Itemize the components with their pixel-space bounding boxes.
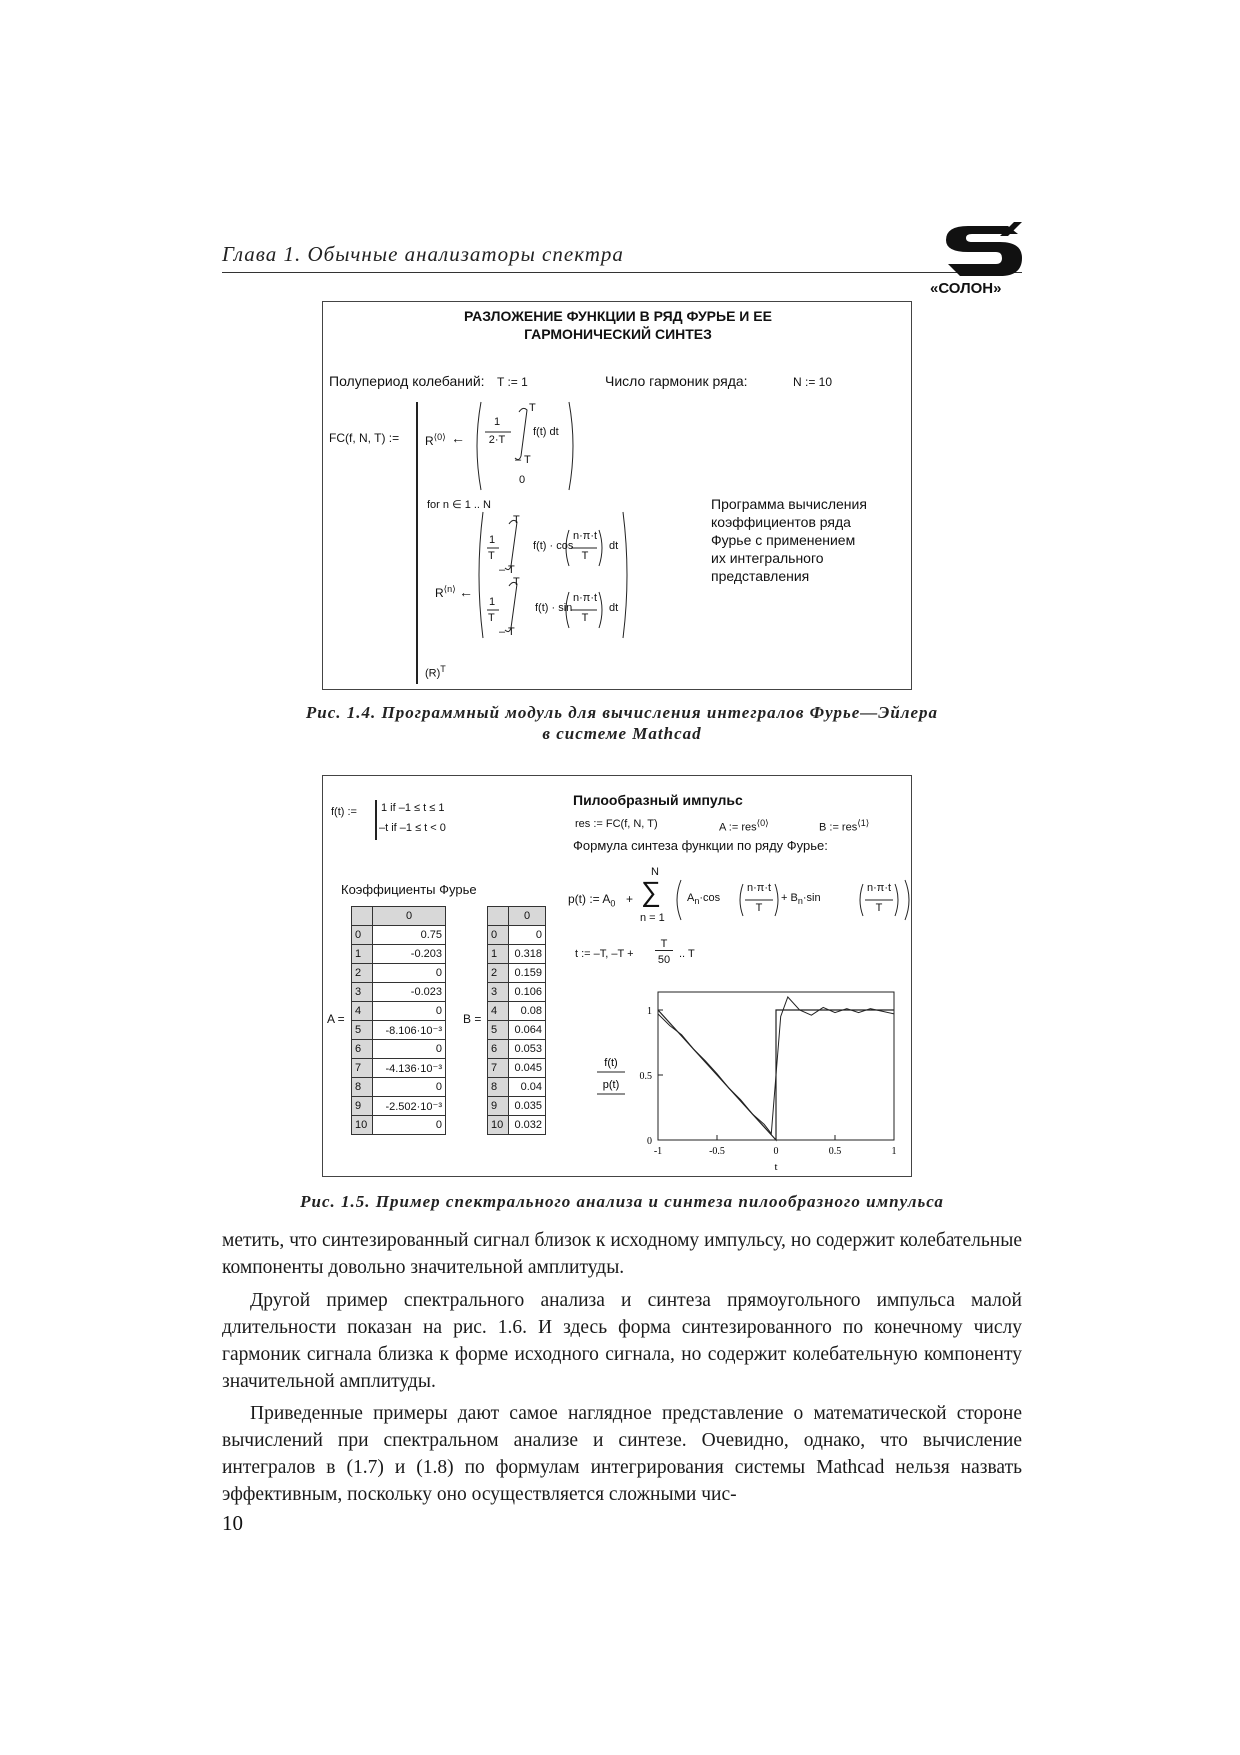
table-row: 5 0.064 xyxy=(488,1021,546,1040)
frac-one-sin: 1 xyxy=(489,596,496,608)
figure-1-5 xyxy=(322,775,912,1177)
int-upper-0: T xyxy=(529,402,536,414)
r0-label: $R^{⟨0⟩}$ xyxy=(425,432,446,448)
rn-label: $R^{⟨n⟩}$ xyxy=(435,584,456,600)
rn-arrow: ← xyxy=(459,584,473,600)
int-lower-cos: – T xyxy=(499,564,515,576)
x-tick-label: -1 xyxy=(653,1146,663,1157)
y-axis-label-top: f(t) xyxy=(604,1057,618,1069)
a-label: A = xyxy=(327,1012,345,1026)
logo-text: «СОЛОН» xyxy=(930,280,1002,297)
t-sin: T xyxy=(581,612,589,624)
b-label: B = xyxy=(463,1012,482,1026)
table-row: 1 -0.203 xyxy=(352,945,446,964)
sum-bottom: n = 1 xyxy=(640,912,665,924)
fourier-plot xyxy=(563,976,908,1172)
frac-2t: 2·T xyxy=(488,434,506,446)
table-row: 0 0.75 xyxy=(352,926,446,945)
table-row: 6 0 xyxy=(352,1040,446,1059)
sin-integrand: f(t) · sin xyxy=(535,602,573,614)
frac-t-cos: T xyxy=(488,550,495,562)
int-upper-sin: T xyxy=(513,576,520,588)
synth-label: Формула синтеза функции по ряду Фурье: xyxy=(573,838,828,853)
program-note: Программа вычисления коэффициентов ряда Фурье с применением их интегрального представления xyxy=(711,496,867,584)
f-case-bar xyxy=(375,800,377,840)
paragraph-1: метить, что синтезированный сигнал близок к исходному импульсу, но содержит колебательные компоненты довольно значительной амплитуды. xyxy=(222,1230,1022,1278)
t-range-frac-top: T xyxy=(655,938,673,951)
cos-integrand: f(t) · cos xyxy=(533,540,574,552)
program-bar xyxy=(416,402,418,684)
y-tick-label: 0.5 xyxy=(639,1071,652,1082)
table-row: 10 0 xyxy=(352,1116,446,1135)
table-row: 10 0.032 xyxy=(488,1116,546,1135)
figure-1-4 xyxy=(322,301,912,690)
res-def: res := FC(f, N, T) xyxy=(575,818,658,830)
integrand-0: f(t) dt xyxy=(533,426,559,438)
half-period-label: Полупериод колебаний: xyxy=(329,373,485,389)
b-table: 0 0 0 1 0.318 2 0.159 3 0.106 4 0.08 5 0.064 6 0.053 7 0.045 8 0.04 9 0.035 10 0.032 xyxy=(487,906,546,1135)
an-term: $A_n\cdot\cos$ xyxy=(687,892,721,907)
table-row: 0 0 xyxy=(488,926,546,945)
frac-t-sin: T xyxy=(488,612,495,624)
table-row: 6 0.053 xyxy=(488,1040,546,1059)
npt-cos: n·π·t xyxy=(572,530,598,542)
fig15-title: Пилообразный импульс xyxy=(573,792,743,808)
a-table: 0 0 0.75 1 -0.203 2 0 3 -0.023 4 0 5 -8.106·10⁻³ 6 0 7 -4.136·10⁻³ 8 0 9 -2.502·10⁻³ 10 0 xyxy=(351,906,446,1135)
x-tick-label: 1 xyxy=(891,1146,897,1157)
table-row: 7 -4.136·10⁻³ xyxy=(352,1059,446,1078)
npt-sin-15: n·π·t xyxy=(866,882,892,894)
page-number: 10 xyxy=(222,1511,243,1535)
table-row: 1 0.318 xyxy=(488,945,546,964)
table-row: 3 -0.023 xyxy=(352,983,446,1002)
fig14-title-2: ГАРМОНИЧЕСКИЙ СИНТЕЗ xyxy=(524,326,712,342)
y-tick-label: 0 xyxy=(647,1136,652,1147)
paragraph-2: Другой пример спектрального анализа и синтеза прямоугольного импульса малой длительности показан на рис. 1.6. И здесь форма синтезированного по конечному числу гармоник сигнала близка к форме исходного сигнала, но содержит колебательную компоненту значительной амплитуды. xyxy=(222,1290,1022,1392)
table-row: 9 -2.502·10⁻³ xyxy=(352,1097,446,1116)
table-row: 8 0.04 xyxy=(488,1078,546,1097)
harmonics-label: Число гармоник ряда: xyxy=(605,373,748,389)
t-cos: T xyxy=(581,550,589,562)
t-range-frac-bottom: 50 xyxy=(657,954,671,966)
coef-label: Коэффициенты Фурье xyxy=(341,882,477,897)
table-row: 9 0.035 xyxy=(488,1097,546,1116)
frac-one-0: 1 xyxy=(493,416,501,428)
chapter-header: Глава 1. Обычные анализаторы спектра xyxy=(222,242,624,266)
r-transpose: $(R)^T$ xyxy=(425,664,446,680)
frac-one-cos: 1 xyxy=(489,534,496,546)
rn-matrix-brackets xyxy=(473,510,633,640)
table-row: 7 0.045 xyxy=(488,1059,546,1078)
table-row: 2 0 xyxy=(352,964,446,983)
header-rule xyxy=(222,272,1022,273)
f-case-1: 1 if –1 ≤ t ≤ 1 xyxy=(381,802,445,814)
int-lower-sin: – T xyxy=(499,626,515,638)
t-range-a: t := –T, –T + xyxy=(575,948,634,960)
table-row: 5 -8.106·10⁻³ xyxy=(352,1021,446,1040)
table-row: 2 0.159 xyxy=(488,964,546,983)
t-sin-15: T xyxy=(875,902,883,914)
x-axis-label: t xyxy=(774,1161,778,1172)
p-def: p(t) := $A_0$ xyxy=(568,892,616,909)
fig14-caption-2: в системе Mathcad xyxy=(542,724,702,743)
sum-top: N xyxy=(651,866,659,878)
paragraph-3: Приведенные примеры дают самое наглядное представление о математической стороне вычислений при спектральном анализе и синтезе. Очевидно, однако, что вычисление интегралов в (1.7) и (1.8) по формулам интегрирования системы Mathcad нельзя назвать эффективным, поскольку оно осуществляется сложными чис- xyxy=(222,1403,1022,1505)
p-plus: + xyxy=(626,892,634,906)
npt-cos-15: n·π·t xyxy=(746,882,772,894)
fig14-title-1: РАЗЛОЖЕНИЕ ФУНКЦИИ В РЯД ФУРЬЕ И ЕЕ xyxy=(464,308,772,324)
int-upper-cos: T xyxy=(513,514,520,526)
int-lower-0: – T xyxy=(515,454,531,466)
t-cos-15: T xyxy=(755,902,763,914)
for-line: for n ∈ 1 .. N xyxy=(427,499,491,511)
npt-sin: n·π·t xyxy=(572,592,598,604)
table-row: 8 0 xyxy=(352,1078,446,1097)
f-def: f(t) := xyxy=(331,806,357,818)
y-axis-label-bottom: p(t) xyxy=(602,1079,620,1091)
dt-cos: dt xyxy=(609,540,619,552)
x-tick-label: -0.5 xyxy=(709,1146,725,1157)
b-def: B := res$^{⟨1⟩}$ xyxy=(819,818,870,834)
fc-def: FC(f, N, T) := xyxy=(329,431,400,445)
dt-sin: dt xyxy=(609,602,619,614)
x-tick-label: 0 xyxy=(773,1146,779,1157)
half-period-def: T := 1 xyxy=(497,375,528,389)
fig15-caption: Рис. 1.5. Пример спектрального анализа и синтеза пилообразного импульса xyxy=(300,1192,944,1211)
a-def: A := res$^{⟨0⟩}$ xyxy=(719,818,769,834)
r0-arrow: ← xyxy=(451,430,465,446)
table-row: 3 0.106 xyxy=(488,983,546,1002)
zero-entry: 0 xyxy=(519,474,526,486)
t-range-b: .. T xyxy=(679,948,695,960)
x-tick-label: 0.5 xyxy=(828,1146,842,1157)
table-row: 4 0.08 xyxy=(488,1002,546,1021)
f-case-2: –t if –1 ≤ t < 0 xyxy=(379,822,446,834)
table-row: 4 0 xyxy=(352,1002,446,1021)
bn-term: + $B_n\cdot\sin$ xyxy=(781,892,821,907)
fig14-caption-1: Рис. 1.4. Программный модуль для вычисления интегралов Фурье—Эйлера xyxy=(305,703,939,722)
harmonics-def: N := 10 xyxy=(793,375,833,389)
sum-sign: ∑ xyxy=(641,876,661,907)
y-tick-label: 1 xyxy=(647,1006,652,1017)
